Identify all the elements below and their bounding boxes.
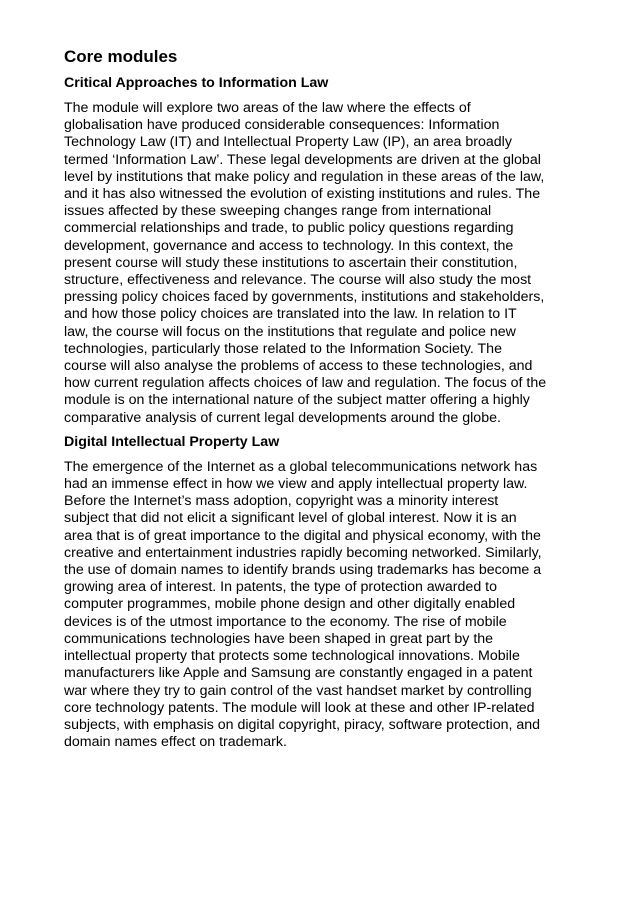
paragraph-line: issues affected by these sweeping changes range from international [64,203,492,220]
paragraph-line: Before the Internet’s mass adoption, copyright was a minority interest [64,493,499,510]
paragraph-line: pressing policy choices faced by governments, institutions and stakeholders, [64,289,545,306]
paragraph-line: structure, effectiveness and relevance. The course will also study the most [64,272,532,289]
paragraph-line: and it has also witnessed the evolution of existing institutions and rules. The [64,186,541,203]
paragraph-line: development, governance and access to technology. In this context, the [64,237,514,254]
paragraph-line: module is on the international nature of the subject matter offering a highly [64,392,530,409]
section-heading: Digital Intellectual Property Law [64,433,280,450]
section-heading: Critical Approaches to Information Law [64,75,329,91]
section-paragraph [64,459,584,751]
paragraph-line: growing area of interest. In patents, the type of protection awarded to [64,579,497,596]
paragraph-line: how current regulation affects choices of law and regulation. The focus of the [64,375,547,392]
paragraph-line: creative and entertainment industries rapidly becoming networked. Similarly, [64,544,542,561]
section-digital-ip-law [64,433,584,751]
paragraph-line: and how those policy choices are translated into the law. In relation to IT [64,306,517,323]
paragraph-line: communications technologies have been shaped in great part by the [64,630,494,647]
paragraph-line: course will also analyse the problems of access to these technologies, and [64,358,533,375]
paragraph-line: commercial relationships and trade, to public policy questions regarding [64,220,514,237]
paragraph-line: intellectual property that protects some technological innovations. Mobile [64,648,520,665]
paragraph-line: devices is of the utmost importance to the economy. The rise of mobile [64,613,507,630]
section-critical-approaches [64,74,584,427]
page-title: Core modules [64,47,178,66]
paragraph-line: manufacturers like Apple and Samsung are constantly engaged in a patent [64,665,533,682]
paragraph-line: had an immense effect in how we view and apply intellectual property law. [64,476,528,493]
paragraph-line: technologies, particularly those related to the Information Society. The [64,340,502,357]
paragraph-line: Technology Law (IT) and Intellectual Property Law (IP), an area broadly [64,134,512,151]
paragraph-line: domain names effect on trademark. [64,734,287,751]
paragraph-line: law, the course will focus on the institutions that regulate and police new [64,323,516,340]
paragraph-line: war where they try to gain control of the vast handset market by controlling [64,682,532,699]
paragraph-line: subject that did not elicit a significant level of global interest. Now it is an [64,510,517,527]
paragraph-line: termed ‘Information Law’. These legal developments are driven at the global [64,151,541,168]
paragraph-line: level by institutions that make policy and regulation in these areas of the law, [64,168,545,185]
paragraph-line: comparative analysis of current legal developments around the globe. [64,409,501,426]
paragraph-line: present course will study these institutions to ascertain their constitution, [64,254,518,271]
paragraph-line: globalisation have produced considerable consequences: Information [64,117,500,134]
document-page [64,46,584,757]
paragraph-line: core technology patents. The module will look at these and other IP-related [64,699,535,716]
paragraph-line: computer programmes, mobile phone design and other digitally enabled [64,596,516,613]
paragraph-line: subjects, with emphasis on digital copyright, piracy, software protection, and [64,716,541,733]
paragraph-line: The emergence of the Internet as a global telecommunications network has [64,458,538,475]
paragraph-line: area that is of great importance to the digital and physical economy, with the [64,527,541,544]
paragraph-line: the use of domain names to identify brands using trademarks has become a [64,562,542,579]
paragraph-line: The module will explore two areas of the law where the effects of [64,100,471,116]
section-paragraph [64,100,584,427]
